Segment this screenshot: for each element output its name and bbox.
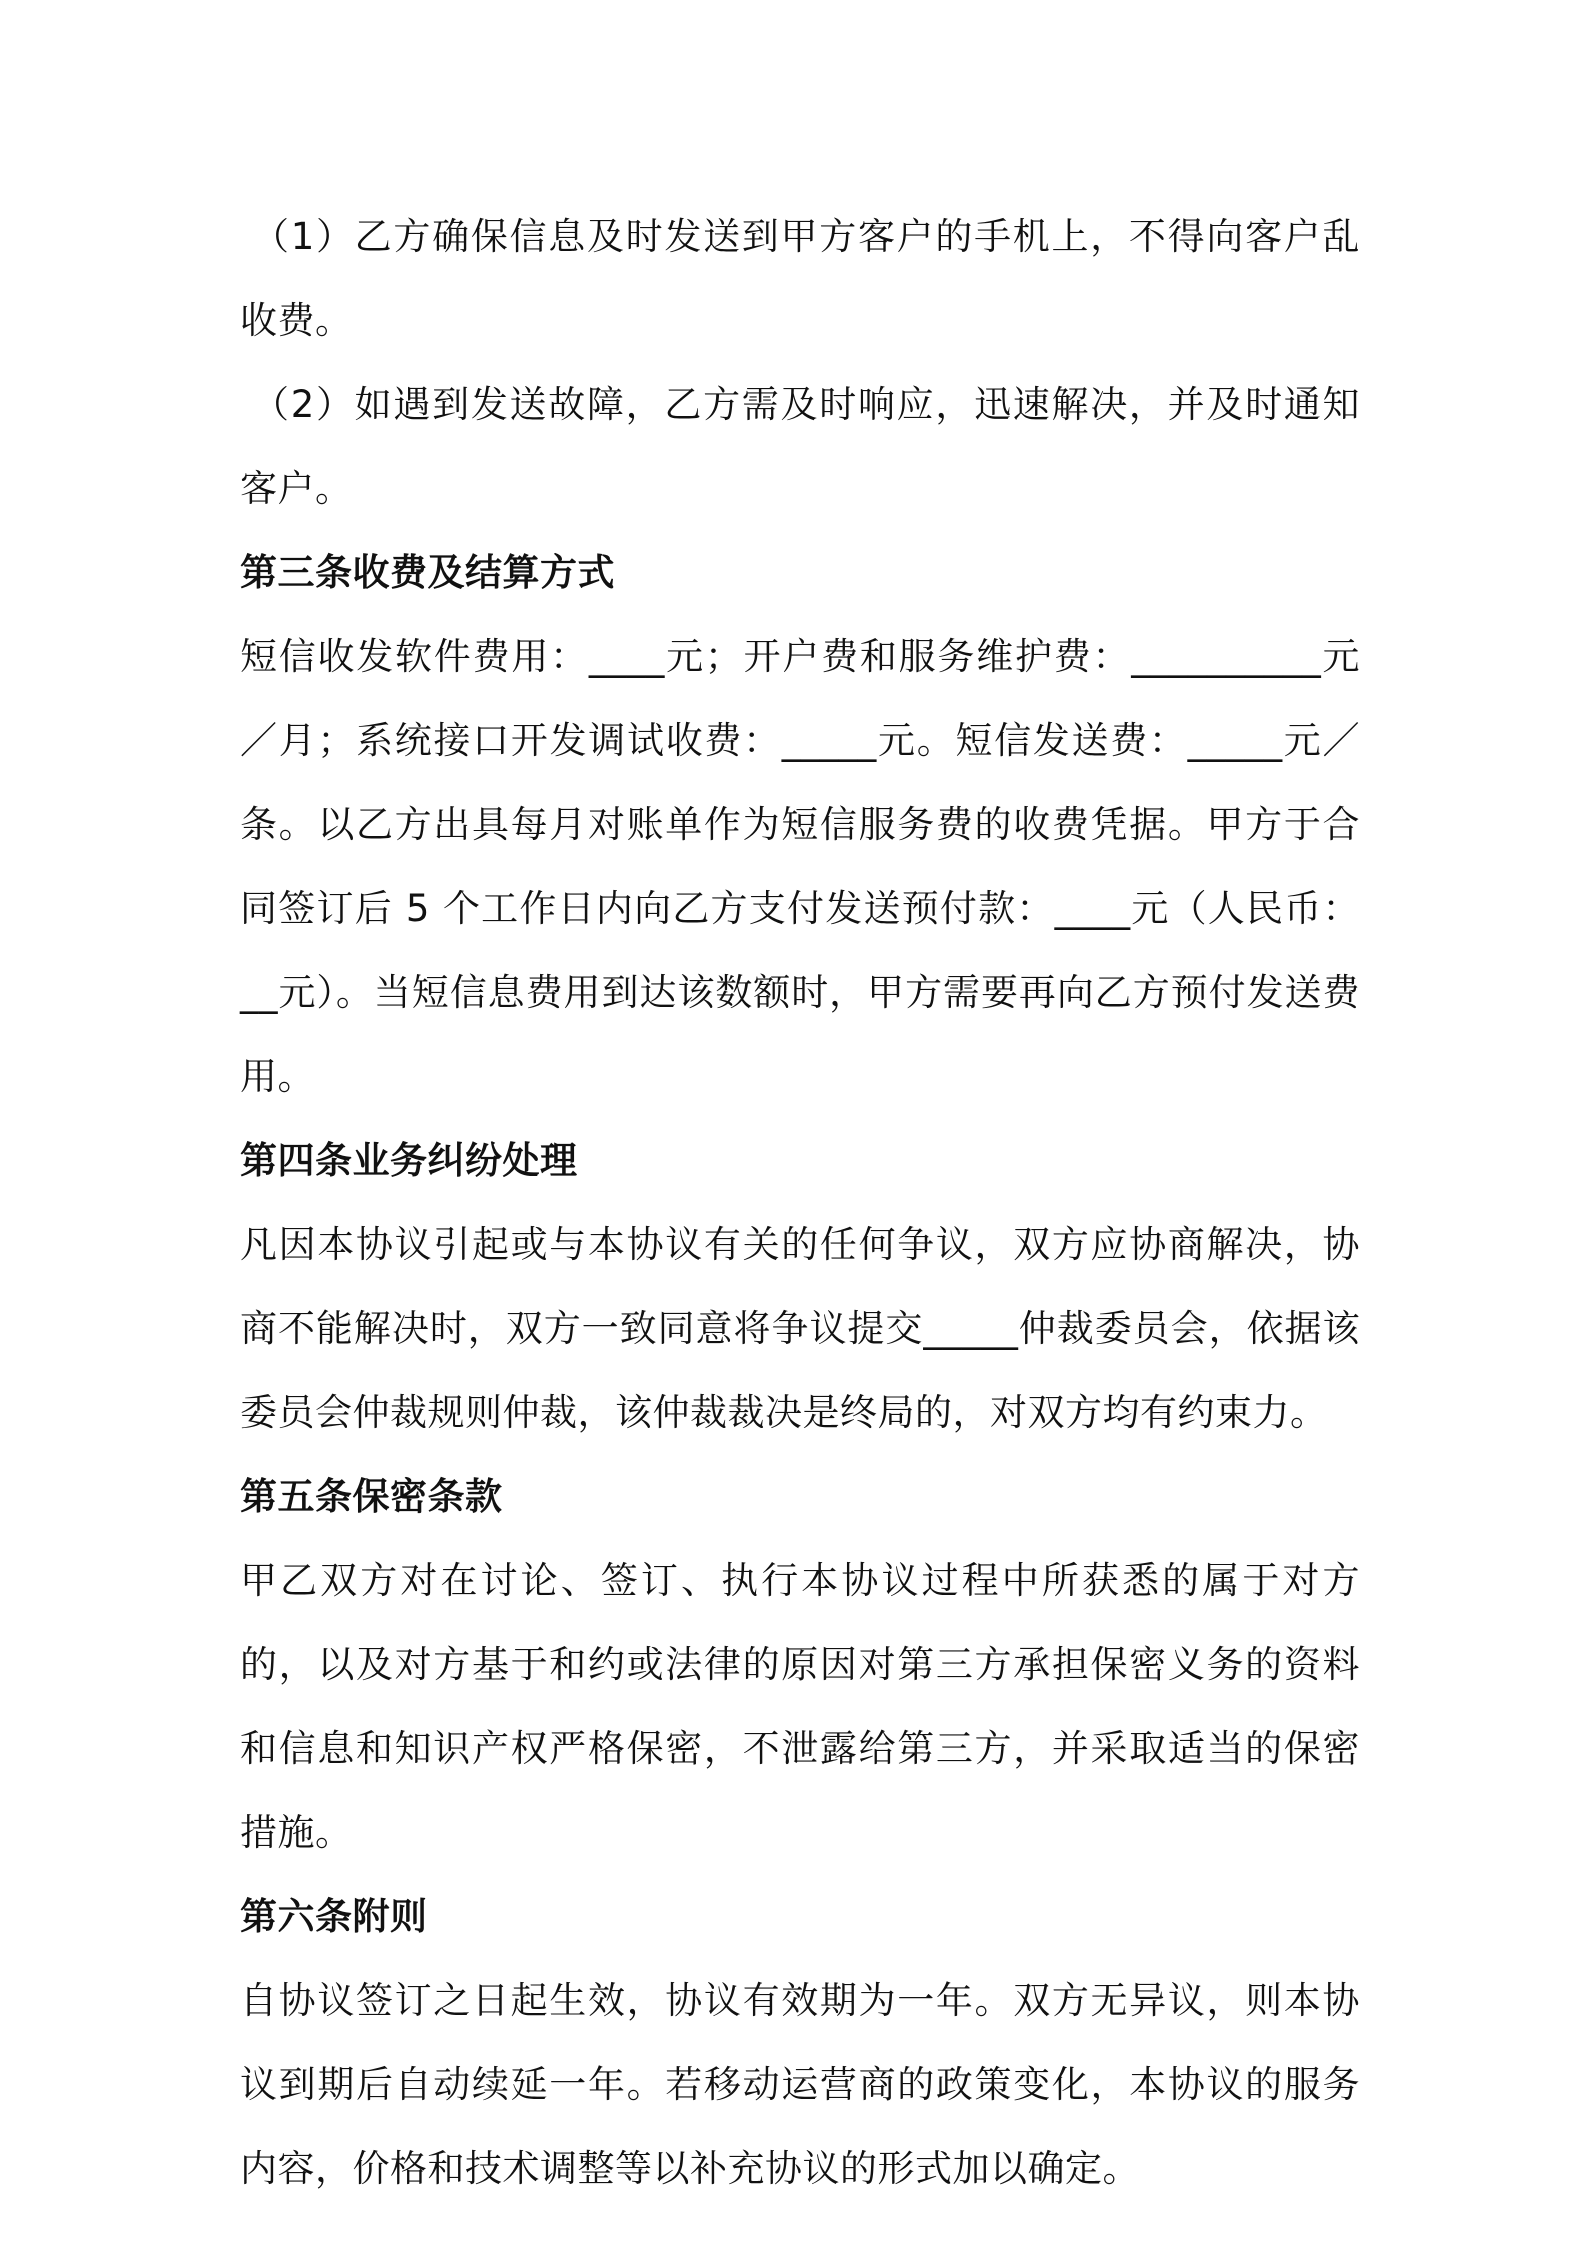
section-heading-6: 第六条附则	[240, 1895, 428, 1938]
clause-item-2: （2）如遇到发送故障，乙方需及时响应，迅速解决，并及时通知客户。	[240, 383, 1360, 510]
section-body-6: 自协议签订之日起生效，协议有效期为一年。双方无异议，则本协议到期后自动续延一年。若移动运营商的政策变化，本协议的服务内容，价格和技术调整等以补充协议的形式加以确定。	[240, 1979, 1360, 2190]
section-body-4: 凡因本协议引起或与本协议有关的任何争议，双方应协商解决，协商不能解决时，双方一致同意将争议提交_____仲裁委员会，依据该委员会仲裁规则仲裁，该仲裁裁决是终局的，对双方均有约束力。	[240, 1223, 1360, 1434]
section-body-3: 短信收发软件费用：____元；开户费和服务维护费：__________元／月；系统接口开发调试收费：_____元。短信发送费：_____元／条。以乙方出具每月对账单作为短信服务费的收费凭据。甲方于合同签订后 5 个工作日内向乙方支付发送预付款：____元（人民币：__元）。当短信息费用到达该数额时，甲方需要再向乙方预付发送费用。	[240, 635, 1360, 1098]
clause-item-1: （1）乙方确保信息及时发送到甲方客户的手机上，不得向客户乱收费。	[240, 215, 1360, 342]
section-heading-4: 第四条业务纠纷处理	[240, 1139, 578, 1182]
section-heading-5: 第五条保密条款	[240, 1475, 503, 1518]
section-body-5: 甲乙双方对在讨论、签订、执行本协议过程中所获悉的属于对方的，以及对方基于和约或法律的原因对第三方承担保密义务的资料和信息和知识产权严格保密，不泄露给第三方，并采取适当的保密措施。	[240, 1559, 1360, 1854]
document-page	[240, 195, 1360, 2211]
section-heading-3: 第三条收费及结算方式	[240, 551, 615, 594]
